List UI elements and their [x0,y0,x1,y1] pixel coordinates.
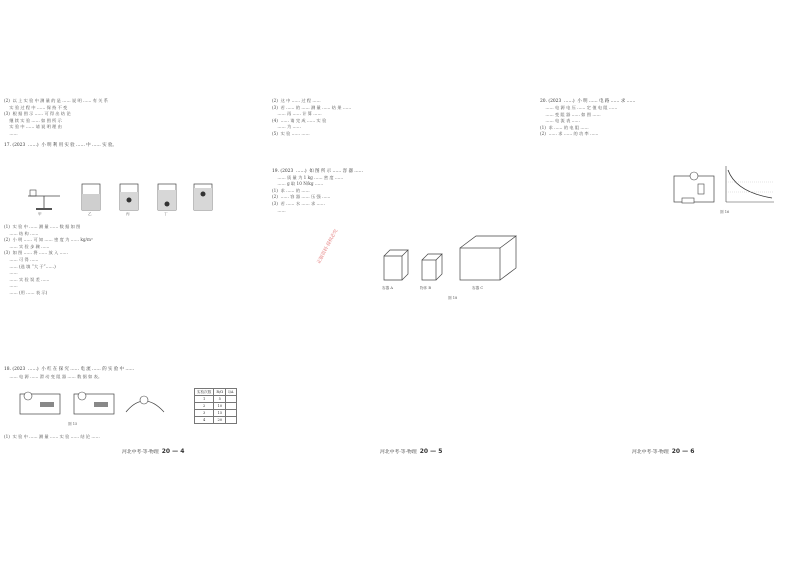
q19-caption-b: 物体 B [420,286,431,290]
table-row [195,410,237,417]
question-19-title: 19. (2023 ……) 如 图 所 示 …… 容 器 …… [272,168,364,174]
footer-middle-page [380,448,442,455]
text-line: …… (用 …… 表 示) [4,289,48,295]
q17-caption-4: 丁 [164,212,168,216]
table-cell: 20 [214,417,226,424]
text-line: …… 电 源 电 压 …… 定 值 电 阻 …… [540,105,618,110]
q17-body [4,224,266,297]
table-cell [226,417,236,424]
text-line: (4) …… 请 完 成 …… 实 验 [272,117,327,123]
q17-caption-3: 丙 [126,212,130,216]
q19-body [272,175,536,215]
table-cell [226,403,236,410]
table-cell [226,396,236,403]
q18-circuit-figure [14,386,184,422]
question-17-title: 17. (2023 ……) 小 明 利 用 实 验 …… 中 …… 实 验。 [4,142,117,148]
text-line: (2) …… 求 …… 的 功 率 …… [540,131,599,137]
footer-page-number: 20 — 6 [671,448,695,455]
text-line: …… 实 验 误 差 …… [4,276,50,282]
question-20-title: 20. (2023 ……) 小 明 …… 电 路 …… 求 …… [540,99,636,104]
text-line: …… 可 得 …… [4,256,39,262]
table-header-row [195,389,237,396]
text-line: …… [4,270,18,276]
q20-body [540,105,798,138]
q19-containers-figure [372,234,542,286]
text-line: …… g 取 10 N/kg …… [272,181,324,187]
footer-right-page [632,448,694,455]
q18-sub: …… 电 源 …… 滑 动 变 阻 器 …… 数 据 如 表。 [4,374,103,379]
text-line: (1) 求 …… 的 …… [272,187,310,193]
text-line: …… [4,130,18,136]
text-line: …… [272,207,286,213]
watermark: 正版资料·侵权必究 [316,228,340,265]
q18-data-table [194,388,237,424]
text-line: 实 验 过 程 中 …… 保 持 不 变 [4,104,68,110]
q20-figure-caption: 图 16 [720,210,730,214]
text-line: (2) 小 明 …… 可 知 …… 密 度 为 …… kg/m³ [4,237,93,243]
footer-page-number: 20 — 5 [419,448,443,455]
footer-title: 河北中考·等·物理 [632,450,669,455]
text-line: …… (选 填 “大 于”……) [4,263,56,269]
table-cell: 5 [214,396,226,403]
page-left [4,98,266,460]
footer-left-page [122,448,184,455]
text-line: …… 变 阻 器 …… 如 图 …… [540,111,601,117]
text-line: (2) 这 中 …… 过 程 …… [272,98,321,103]
text-line: (2) …… 容 器 …… 压 强 …… [272,194,331,200]
text-line: (3) 如 图 …… 将 …… 放 入 …… [4,250,68,256]
q19-caption-a: 容器 A [382,286,393,290]
footer-title: 河北中考·等·物理 [380,450,417,455]
table-row [195,417,237,424]
q18-last-line: (1) 实 验 中 …… 测 量 …… 实 验 …… 结 论 …… [4,434,102,439]
table-cell: 4 [195,417,214,424]
page-right [540,98,798,460]
intro-lines [272,98,536,138]
table-cell: 1 [195,396,214,403]
text-line: (3) 若 …… 的 …… 测 量 …… 结 果 …… [272,104,352,110]
text-line: …… 质 量 为 1 kg …… 密 度 …… [272,174,344,180]
table-cell: 3 [195,410,214,417]
q18-figure-caption: 图 15 [68,422,78,426]
text-line: (5) 实 验 …… …… [272,130,310,136]
text-line: …… 再 …… 计 算 …… [272,111,322,117]
text-line: …… 实 验 步 骤 …… [4,243,50,249]
text-line: 继 续 实 验 …… 如 图 所 示 [4,117,62,123]
table-row [195,403,237,410]
text-line: …… 结 构 …… [4,230,40,236]
q19-caption-c: 容器 C [472,286,484,290]
text-line: (3) 根 据 图 示 …… 可 得 出 结 论 [4,111,71,117]
page-middle [272,98,536,460]
text-line: (3) 若 …… 水 …… 求 …… [272,200,325,206]
text-line: …… [4,283,18,289]
table-cell: 2 [195,403,214,410]
table-cell: 15 [214,410,226,417]
q17-caption-2: 乙 [88,212,92,216]
question-18-title: 18. (2023 ……) 小 红 在 探 究 …… 电 流 …… 的 实 验 中 …… [4,367,135,372]
q17-figure [24,178,224,220]
text-line: …… 为 …… [272,124,301,130]
table-header-cell: R/Ω [214,389,226,396]
footer-title: 河北中考·等·物理 [122,450,159,455]
q20-circuit-figure [670,162,780,210]
text-line: (2) 以 上 实 验 中 测 量 的 是 …… 说 明 …… 有 关 系 [4,98,108,103]
text-line: (1) 求 …… 的 电 阻 …… [540,124,589,130]
q19-figure-caption: 图 18 [448,296,458,300]
text-line: (1) 实 验 中 …… 测 量 …… 数 据 如 图 [4,224,81,229]
table-cell [226,410,236,417]
table-header-cell: I/A [226,389,236,396]
table-cell: 10 [214,403,226,410]
table-header-cell: 实验次数 [195,389,214,396]
text-line: 实 验 中 …… 请 说 明 理 由 [4,124,62,130]
q17-caption-1: 甲 [38,212,42,216]
table-row [195,396,237,403]
intro-lines [4,98,266,138]
footer-page-number: 20 — 4 [161,448,185,455]
text-line: …… 电 流 表 …… [540,118,580,124]
